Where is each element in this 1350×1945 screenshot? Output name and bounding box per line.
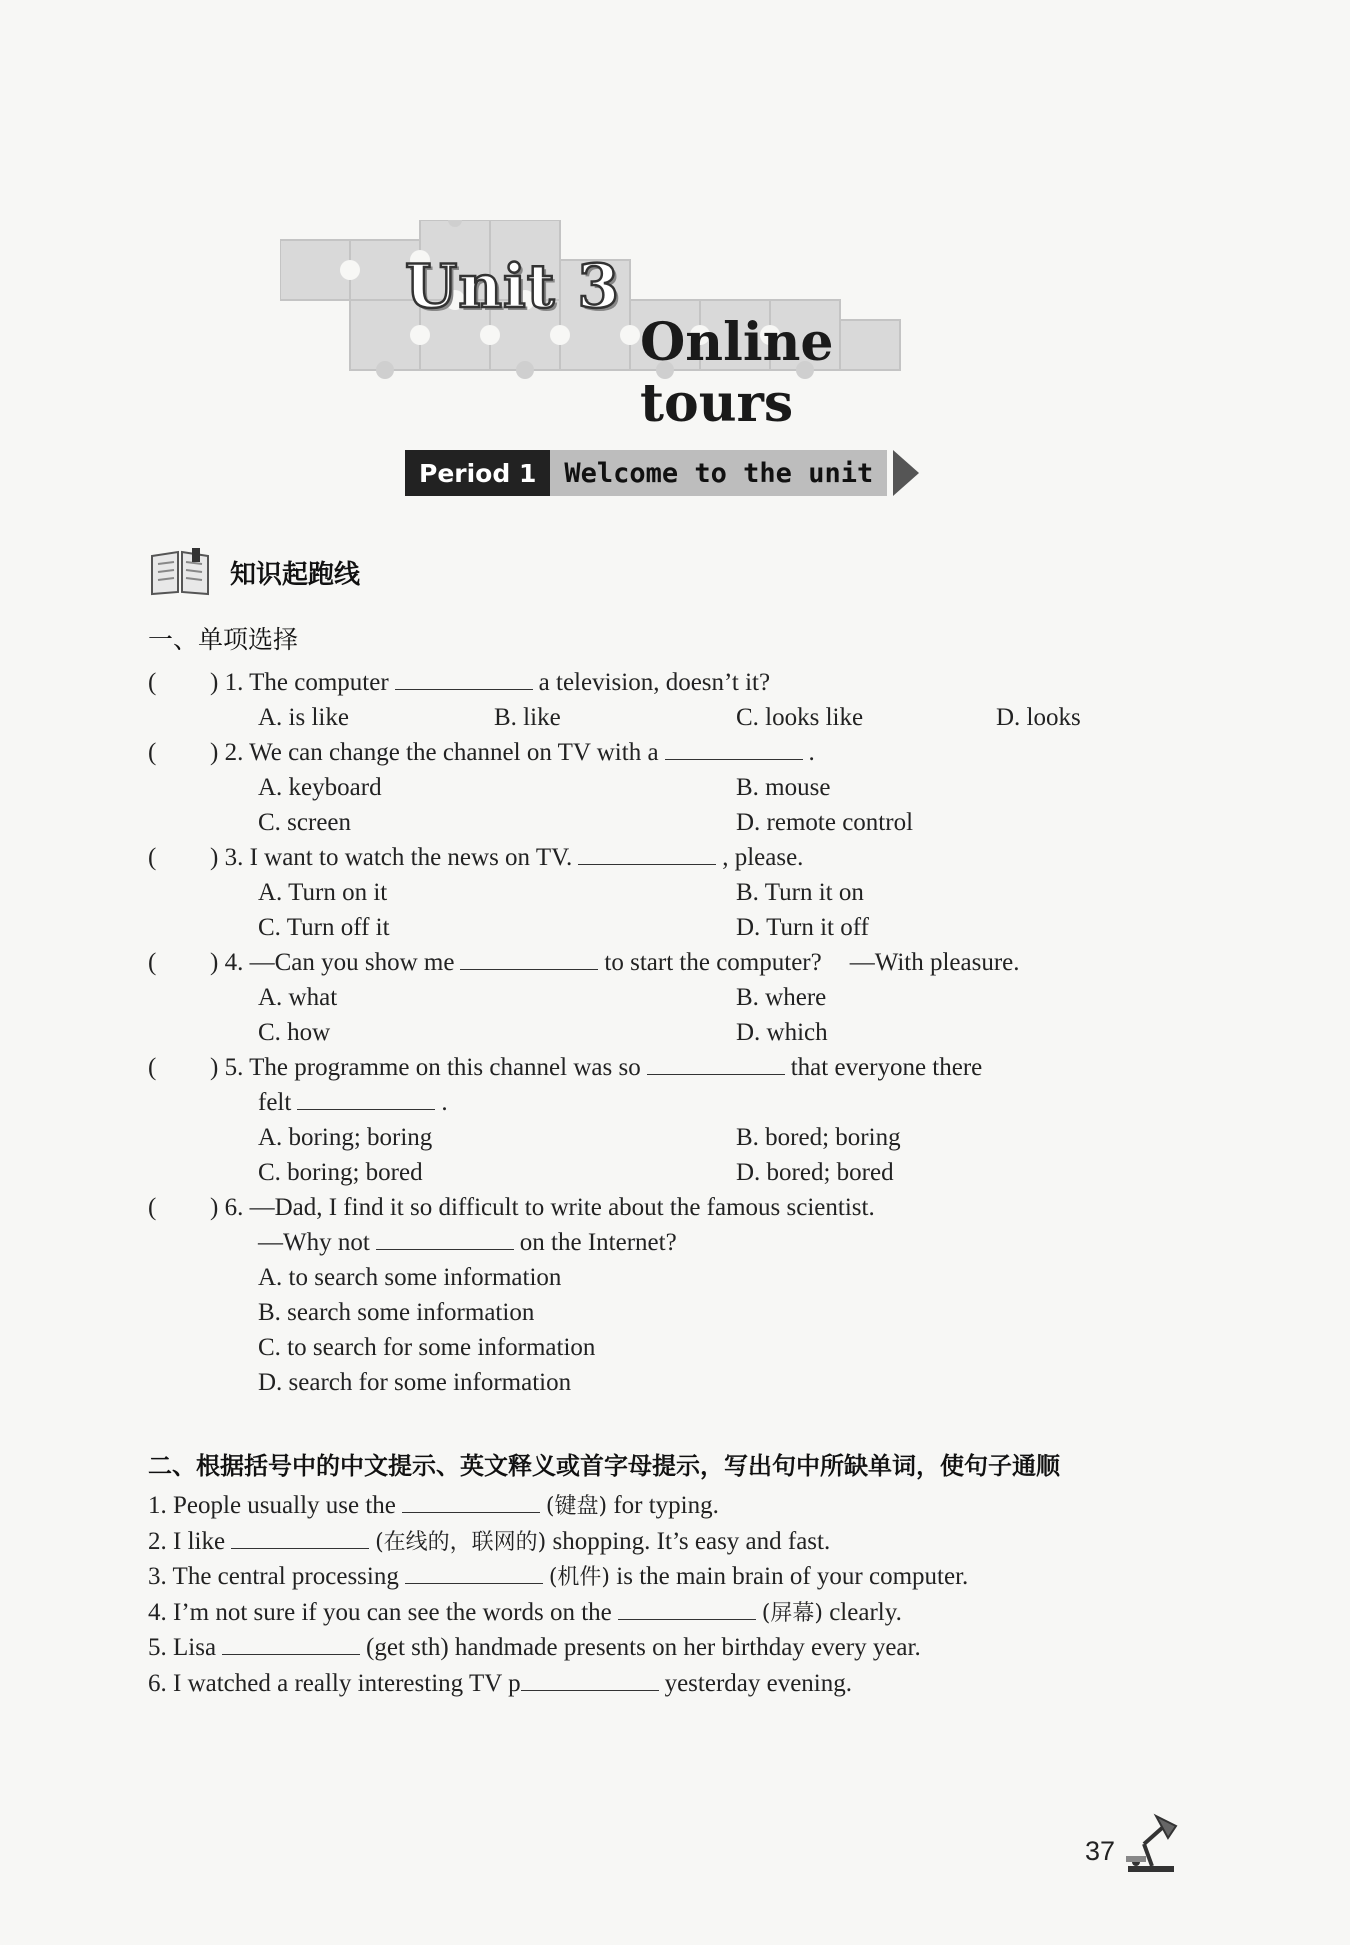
answer-blank[interactable] [402,1490,540,1513]
book-icon [148,548,212,596]
question-6-continued [148,1225,1148,1260]
answer-paren[interactable]: ( [148,844,157,871]
question-stem-cont: felt [258,1089,292,1116]
option-d[interactable]: D. search for some information [258,1369,572,1396]
option-c[interactable]: C. looks like [736,704,864,731]
question-stem: ) 2. We can change the channel on TV with a [210,739,659,766]
question-5 [148,1050,1148,1085]
option-a[interactable]: A. boring; boring [258,1124,433,1151]
fill-after: yesterday evening. [664,1669,853,1697]
fill-hint: (屏幕) [761,1600,823,1626]
options-row [148,875,1148,910]
option-d[interactable]: D. Turn it off [736,914,869,941]
option-c[interactable]: C. Turn off it [258,914,390,941]
option-a[interactable]: A. to search some information [258,1264,562,1291]
options-row [148,980,1148,1015]
option-b[interactable]: B. like [494,704,561,731]
question-stem-end: that everyone there [790,1054,983,1081]
question-stem: ) 4. —Can you show me [210,949,455,976]
answer-paren[interactable]: ( [148,1194,157,1221]
unit-banner [280,220,980,434]
question-stem-end: to start the computer? [604,949,822,976]
options-row [148,910,1148,945]
fill-after: shopping. It’s easy and fast. [552,1527,831,1555]
unit-title: Online tours [640,312,834,434]
fill-before: 1. People usually use the [148,1492,396,1519]
answer-blank[interactable] [647,1052,785,1075]
period-name: Welcome to the unit [550,450,887,496]
option-c[interactable]: C. screen [258,809,352,836]
answer-blank[interactable] [395,667,533,690]
answer-paren[interactable]: ( [148,669,157,696]
question-stem: ) 5. The programme on this channel was so [210,1054,641,1081]
option-b[interactable]: B. mouse [736,774,831,801]
desk-lamp-icon [1122,1812,1180,1874]
fill-item [148,1630,1148,1666]
fill-before: 2. I like [148,1527,226,1555]
answer-blank[interactable] [297,1087,435,1110]
fill-after: is the main brain of your computer. [616,1563,969,1590]
option-d[interactable]: D. which [736,1019,828,1046]
fill-before: 4. I’m not sure if you can see the words on the [148,1598,612,1626]
answer-blank[interactable] [222,1632,360,1655]
option-a[interactable]: A. Turn on it [258,879,388,906]
option-d[interactable]: D. remote control [736,809,914,836]
option-d[interactable]: D. bored; bored [736,1159,894,1186]
option-b[interactable]: B. search some information [258,1299,535,1326]
question-5-continued [148,1085,1148,1120]
question-stem: ) 6. —Dad, I find it so difficult to write about the famous scientist. [210,1194,875,1221]
option-c[interactable]: C. to search for some information [258,1334,596,1361]
options-row [148,700,1148,735]
options-row [148,1330,1148,1365]
question-stem-cont: —Why not [258,1229,370,1256]
answer-blank[interactable] [405,1561,543,1584]
fill-hint: (键盘) [545,1494,608,1519]
fill-item [148,1666,1148,1702]
fill-before: 3. The central processing [148,1563,399,1590]
question-4 [148,945,1148,980]
part1-title: 一、单项选择 [148,625,299,654]
question-stem-end: . [808,739,815,766]
question-6 [148,1190,1148,1225]
answer-paren[interactable]: ( [148,1054,157,1081]
answer-blank[interactable] [460,947,598,970]
fill-before: 5. Lisa [148,1634,217,1661]
fill-after: for typing. [613,1492,719,1519]
section-heading [148,548,360,596]
fill-hint: (机件) [548,1565,611,1590]
option-c[interactable]: C. how [258,1019,331,1046]
answer-blank[interactable] [376,1227,514,1250]
fill-item [148,1488,1148,1524]
question-stem-end: , please. [722,844,804,871]
fill-after: clearly. [829,1598,902,1626]
fill-before: 6. I watched a really interesting TV p [148,1669,521,1697]
option-a[interactable]: A. what [258,984,338,1011]
question-2 [148,735,1148,770]
option-b[interactable]: B. where [736,984,827,1011]
question-stem: ) 1. The computer [210,669,389,696]
fill-after: handmade presents on her birthday every year. [454,1634,921,1661]
answer-blank[interactable] [665,737,803,760]
arrow-right-icon [893,450,919,496]
options-row [148,1015,1148,1050]
question-3 [148,840,1148,875]
answer-paren[interactable]: ( [148,949,157,976]
unit-number: Unit 3 [405,252,621,322]
fill-hint: (在线的，联网的) [375,1529,547,1555]
question-stem-cont-end: on the Internet? [519,1229,677,1256]
question-stem: ) 3. I want to watch the news on TV. [210,844,573,871]
option-b[interactable]: B. Turn it on [736,879,864,906]
period-bar [405,450,919,496]
part2-title: 二、根据括号中的中文提示、英文释义或首字母提示，写出句中所缺单词，使句子通顺 [148,1452,1060,1480]
answer-blank[interactable] [521,1668,659,1691]
option-c[interactable]: C. boring; bored [258,1159,423,1186]
options-row [148,1120,1148,1155]
options-row [148,770,1148,805]
page-number: 37 [1085,1836,1116,1866]
options-row [148,1295,1148,1330]
option-b[interactable]: B. bored; boring [736,1124,901,1151]
option-a[interactable]: A. keyboard [258,774,382,801]
answer-blank[interactable] [578,842,716,865]
options-row [148,1365,1148,1400]
multiple-choice-list [148,665,1148,1400]
question-stem-end: a television, doesn’t it? [538,669,771,696]
question-response: —With pleasure. [849,949,1020,976]
question-stem-cont-end: . [441,1089,448,1116]
answer-blank[interactable] [618,1597,756,1620]
option-d[interactable]: D. looks [996,704,1081,731]
option-a[interactable]: A. is like [258,704,349,731]
fill-item [148,1559,1148,1595]
fill-item [148,1595,1148,1631]
answer-paren[interactable]: ( [148,739,157,766]
period-tag: Period 1 [405,450,550,496]
section-title: 知识起跑线 [230,559,361,590]
options-row [148,805,1148,840]
options-row [148,1155,1148,1190]
fill-item [148,1524,1148,1560]
fill-hint: (get sth) [366,1634,449,1661]
options-row [148,1260,1148,1295]
question-1 [148,665,1148,700]
answer-blank[interactable] [231,1526,369,1549]
fill-in-list [148,1488,1148,1701]
